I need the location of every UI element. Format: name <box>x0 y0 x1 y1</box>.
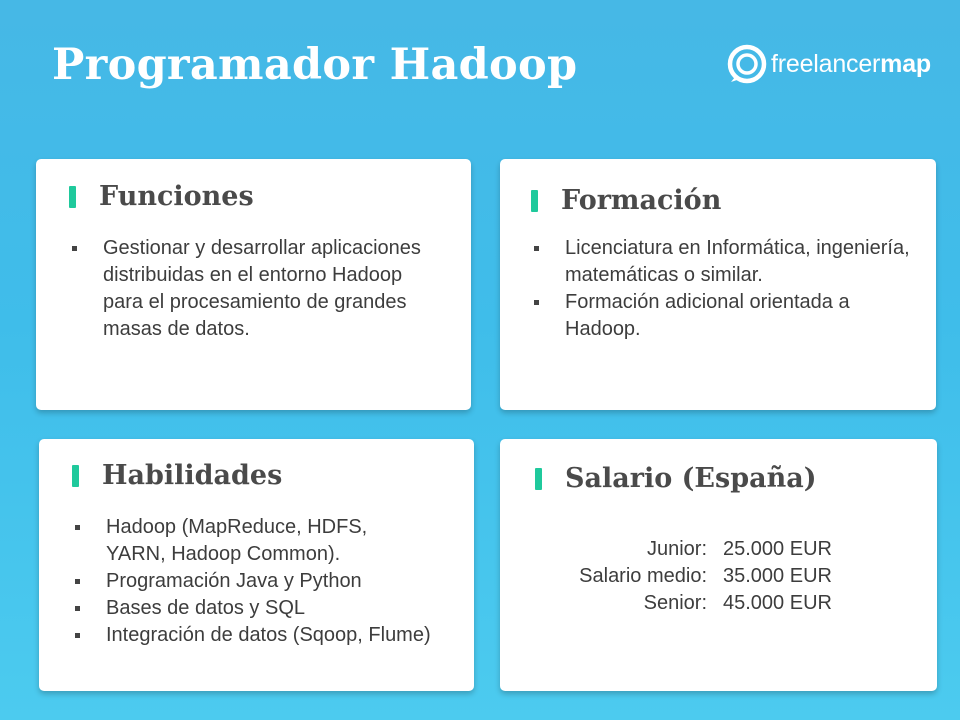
card-header <box>69 181 254 212</box>
card-title: Habilidades <box>102 460 283 491</box>
logo-text-bold: map <box>880 49 931 78</box>
salary-value: 45.000 EUR <box>723 592 832 614</box>
section-marker <box>535 468 542 490</box>
card-title: Funciones <box>99 181 254 212</box>
page-title: Programador Hadoop <box>52 40 578 90</box>
section-marker <box>72 465 79 487</box>
logo-text <box>771 50 931 79</box>
section-marker <box>69 186 76 208</box>
habilidades-list <box>72 514 432 649</box>
card-funciones <box>36 159 471 410</box>
list-item: Gestionar y desarrollar aplicaciones distribuidas en el entorno Hadoop para el procesamiento de grandes masas de datos. <box>69 235 429 343</box>
card-header <box>72 460 282 491</box>
card-habilidades <box>39 439 474 691</box>
list-item: Programación Java y Python <box>72 568 432 595</box>
salary-value: 25.000 EUR <box>723 538 832 560</box>
salary-row <box>540 536 832 563</box>
funciones-list <box>69 235 429 343</box>
salary-row <box>540 590 832 617</box>
salary-label: Senior: <box>643 592 707 614</box>
card-header <box>535 463 816 494</box>
salary-table <box>540 536 832 617</box>
card-title: Salario (España) <box>565 463 817 494</box>
card-header <box>531 185 721 216</box>
card-formacion <box>500 159 936 410</box>
list-item: Integración de datos (Sqoop, Flume) <box>72 622 432 649</box>
list-item: Hadoop (MapReduce, HDFS, YARN, Hadoop Common). <box>72 514 432 568</box>
logo-icon <box>727 44 767 84</box>
list-item: Formación adicional orientada a Hadoop. <box>531 289 921 343</box>
card-title: Formación <box>561 185 722 216</box>
freelancermap-logo[interactable] <box>727 44 931 84</box>
salary-row <box>540 563 832 590</box>
salary-label: Junior: <box>646 538 707 560</box>
list-item: Bases de datos y SQL <box>72 595 432 622</box>
salary-label: Salario medio: <box>579 565 707 587</box>
card-salario <box>500 439 937 691</box>
logo-text-regular: freelancer <box>771 49 881 78</box>
salary-value: 35.000 EUR <box>723 565 832 587</box>
formacion-list <box>531 235 921 343</box>
section-marker <box>531 190 538 212</box>
list-item: Licenciatura en Informática, ingeniería, matemáticas o similar. <box>531 235 921 289</box>
